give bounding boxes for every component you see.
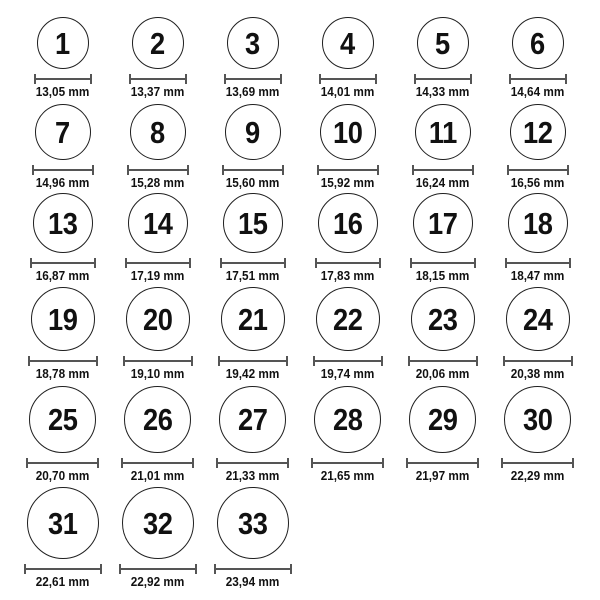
dimension-tick-right-icon	[375, 74, 377, 84]
ring-size-number: 13	[47, 205, 78, 241]
diameter-label: 13,37 mm	[130, 85, 185, 99]
ring-size-number: 16	[332, 205, 363, 241]
diameter-label: 20,06 mm	[415, 367, 470, 381]
dimension-line	[36, 78, 90, 80]
diameter-dimension-line	[505, 258, 571, 268]
ring-size-number: 2	[150, 25, 165, 61]
ring-size-cell	[395, 193, 490, 287]
dimension-line	[123, 462, 192, 464]
chart-row-6	[15, 487, 600, 600]
dimension-line	[32, 262, 94, 264]
ring-size-cell	[490, 17, 585, 104]
ring-circle	[322, 17, 374, 69]
diameter-dimension-line	[216, 458, 289, 468]
ring-size-cell	[205, 193, 300, 287]
diameter-dimension-line	[129, 74, 187, 84]
ring-circle	[225, 104, 281, 160]
dimension-tick-right-icon	[290, 564, 292, 574]
ring-circle	[219, 386, 286, 453]
ring-circle	[512, 17, 564, 69]
diameter-label: 18,78 mm	[35, 367, 90, 381]
diameter-label: 23,94 mm	[225, 575, 280, 589]
ring-circle	[417, 17, 469, 69]
ring-size-number: 30	[522, 402, 553, 437]
dimension-line	[412, 262, 474, 264]
diameter-label: 16,87 mm	[35, 269, 90, 283]
diameter-label: 14,96 mm	[35, 176, 90, 190]
dimension-tick-right-icon	[565, 74, 567, 84]
ring-circle	[33, 193, 93, 253]
dimension-line	[28, 462, 97, 464]
dimension-line	[216, 568, 290, 570]
ring-circle	[318, 193, 378, 253]
ring-circle	[37, 17, 89, 69]
diameter-label: 16,24 mm	[415, 176, 470, 190]
ring-circle	[320, 104, 376, 160]
ring-size-cell	[395, 287, 490, 386]
dimension-tick-right-icon	[195, 564, 197, 574]
ring-circle	[122, 487, 194, 559]
dimension-tick-right-icon	[187, 165, 189, 175]
ring-circle	[126, 287, 190, 351]
dimension-tick-right-icon	[377, 165, 379, 175]
ring-circle	[227, 17, 279, 69]
diameter-dimension-line	[501, 458, 574, 468]
ring-size-cell	[15, 287, 110, 386]
dimension-tick-right-icon	[474, 258, 476, 268]
dimension-line	[317, 262, 379, 264]
dimension-tick-right-icon	[100, 564, 102, 574]
dimension-tick-right-icon	[572, 458, 574, 468]
diameter-label: 14,33 mm	[415, 85, 470, 99]
dimension-tick-right-icon	[96, 356, 98, 366]
dimension-line	[129, 169, 187, 171]
ring-size-number: 27	[237, 402, 268, 437]
ring-size-cell	[300, 287, 395, 386]
ring-circle	[29, 386, 96, 453]
diameter-dimension-line	[28, 356, 98, 366]
ring-circle	[314, 386, 381, 453]
ring-circle	[27, 487, 99, 559]
diameter-dimension-line	[125, 258, 191, 268]
diameter-dimension-line	[218, 356, 288, 366]
ring-circle	[221, 287, 285, 351]
ring-size-cell	[300, 386, 395, 487]
dimension-line	[222, 262, 284, 264]
diameter-dimension-line	[410, 258, 476, 268]
ring-size-number: 17	[427, 205, 458, 241]
diameter-label: 22,61 mm	[35, 575, 90, 589]
ring-size-cell	[15, 487, 110, 600]
diameter-label: 14,64 mm	[510, 85, 565, 99]
dimension-tick-right-icon	[280, 74, 282, 84]
diameter-label: 20,38 mm	[510, 367, 565, 381]
ring-size-cell	[110, 287, 205, 386]
ring-circle	[413, 193, 473, 253]
ring-size-cell	[110, 17, 205, 104]
diameter-dimension-line	[406, 458, 479, 468]
ring-circle	[217, 487, 289, 559]
ring-circle	[510, 104, 566, 160]
ring-size-number: 26	[142, 402, 173, 437]
ring-size-cell	[15, 17, 110, 104]
ring-circle	[506, 287, 570, 351]
ring-size-number: 29	[427, 402, 458, 437]
ring-size-number: 20	[142, 301, 173, 337]
dimension-tick-right-icon	[94, 258, 96, 268]
ring-size-number: 5	[435, 25, 450, 61]
dimension-line	[220, 360, 286, 362]
diameter-dimension-line	[313, 356, 383, 366]
ring-size-cell	[490, 386, 585, 487]
diameter-label: 22,92 mm	[130, 575, 185, 589]
diameter-dimension-line	[127, 165, 189, 175]
chart-row-3	[15, 193, 600, 287]
ring-size-number: 15	[237, 205, 268, 241]
ring-size-cell	[110, 104, 205, 193]
dimension-tick-right-icon	[569, 258, 571, 268]
diameter-dimension-line	[32, 165, 94, 175]
ring-size-number: 9	[245, 114, 260, 150]
dimension-tick-right-icon	[90, 74, 92, 84]
diameter-dimension-line	[319, 74, 377, 84]
ring-size-cell	[15, 386, 110, 487]
dimension-line	[125, 360, 191, 362]
dimension-line	[408, 462, 477, 464]
diameter-label: 15,28 mm	[130, 176, 185, 190]
dimension-tick-right-icon	[92, 165, 94, 175]
ring-size-cell	[395, 104, 490, 193]
dimension-tick-right-icon	[286, 356, 288, 366]
ring-size-number: 23	[427, 301, 458, 337]
dimension-tick-right-icon	[284, 258, 286, 268]
diameter-label: 15,92 mm	[320, 176, 375, 190]
ring-size-number: 8	[150, 114, 165, 150]
diameter-dimension-line	[503, 356, 573, 366]
dimension-line	[30, 360, 96, 362]
diameter-label: 21,97 mm	[415, 469, 470, 483]
diameter-dimension-line	[507, 165, 569, 175]
ring-size-number: 3	[245, 25, 260, 61]
dimension-line	[131, 78, 185, 80]
diameter-label: 18,15 mm	[415, 269, 470, 283]
dimension-tick-right-icon	[191, 356, 193, 366]
dimension-line	[505, 360, 571, 362]
dimension-line	[511, 78, 565, 80]
dimension-tick-right-icon	[382, 458, 384, 468]
ring-size-number: 14	[142, 205, 173, 241]
diameter-label: 20,70 mm	[35, 469, 90, 483]
diameter-dimension-line	[311, 458, 384, 468]
dimension-tick-right-icon	[379, 258, 381, 268]
dimension-tick-right-icon	[470, 74, 472, 84]
dimension-tick-right-icon	[189, 258, 191, 268]
ring-size-cell	[15, 193, 110, 287]
diameter-dimension-line	[224, 74, 282, 84]
ring-size-cell	[300, 17, 395, 104]
dimension-line	[218, 462, 287, 464]
ring-circle	[316, 287, 380, 351]
dimension-line	[416, 78, 470, 80]
ring-size-cell	[395, 386, 490, 487]
dimension-tick-right-icon	[477, 458, 479, 468]
dimension-line	[414, 169, 472, 171]
ring-size-number: 11	[428, 114, 457, 150]
dimension-line	[313, 462, 382, 464]
dimension-line	[127, 262, 189, 264]
ring-size-number: 32	[142, 505, 173, 541]
ring-circle	[132, 17, 184, 69]
ring-size-cell	[110, 386, 205, 487]
ring-size-cell	[300, 104, 395, 193]
ring-size-cell	[15, 104, 110, 193]
dimension-tick-right-icon	[192, 458, 194, 468]
ring-circle	[130, 104, 186, 160]
diameter-dimension-line	[317, 165, 379, 175]
dimension-tick-right-icon	[97, 458, 99, 468]
dimension-line	[503, 462, 572, 464]
ring-circle	[409, 386, 476, 453]
dimension-line	[507, 262, 569, 264]
chart-row-1	[15, 17, 600, 104]
ring-size-cell	[490, 193, 585, 287]
ring-size-cell	[490, 104, 585, 193]
dimension-tick-right-icon	[571, 356, 573, 366]
ring-size-number: 6	[530, 25, 545, 61]
dimension-tick-right-icon	[567, 165, 569, 175]
diameter-dimension-line	[119, 564, 197, 574]
dimension-tick-right-icon	[476, 356, 478, 366]
dimension-line	[34, 169, 92, 171]
ring-size-number: 4	[340, 25, 355, 61]
ring-size-number: 12	[522, 114, 553, 150]
ring-circle	[35, 104, 91, 160]
diameter-dimension-line	[121, 458, 194, 468]
ring-circle	[128, 193, 188, 253]
ring-size-number: 25	[47, 402, 78, 437]
diameter-label: 13,05 mm	[35, 85, 90, 99]
diameter-dimension-line	[123, 356, 193, 366]
ring-size-number: 28	[332, 402, 363, 437]
ring-circle	[415, 104, 471, 160]
ring-size-number: 7	[55, 114, 70, 150]
dimension-line	[26, 568, 100, 570]
diameter-dimension-line	[34, 74, 92, 84]
dimension-line	[121, 568, 195, 570]
diameter-dimension-line	[408, 356, 478, 366]
diameter-dimension-line	[24, 564, 102, 574]
ring-circle	[508, 193, 568, 253]
diameter-dimension-line	[315, 258, 381, 268]
ring-size-cell	[395, 17, 490, 104]
chart-row-2	[15, 104, 600, 193]
ring-size-cell	[205, 17, 300, 104]
diameter-label: 21,01 mm	[130, 469, 185, 483]
ring-size-cell	[205, 104, 300, 193]
ring-size-number: 24	[522, 301, 553, 337]
dimension-tick-right-icon	[381, 356, 383, 366]
dimension-tick-right-icon	[287, 458, 289, 468]
dimension-line	[410, 360, 476, 362]
ring-size-cell	[110, 487, 205, 600]
ring-size-number: 31	[47, 505, 78, 541]
dimension-line	[509, 169, 567, 171]
diameter-label: 15,60 mm	[225, 176, 280, 190]
ring-size-number: 10	[332, 114, 363, 150]
diameter-dimension-line	[30, 258, 96, 268]
diameter-label: 17,51 mm	[225, 269, 280, 283]
ring-size-number: 18	[522, 205, 553, 241]
diameter-dimension-line	[414, 74, 472, 84]
dimension-line	[315, 360, 381, 362]
dimension-line	[321, 78, 375, 80]
diameter-dimension-line	[26, 458, 99, 468]
ring-size-cell	[110, 193, 205, 287]
ring-size-number: 22	[332, 301, 363, 337]
diameter-dimension-line	[412, 165, 474, 175]
ring-circle	[223, 193, 283, 253]
dimension-line	[226, 78, 280, 80]
dimension-tick-right-icon	[472, 165, 474, 175]
dimension-tick-right-icon	[282, 165, 284, 175]
diameter-label: 21,33 mm	[225, 469, 280, 483]
diameter-label: 22,29 mm	[510, 469, 565, 483]
diameter-label: 19,10 mm	[130, 367, 185, 381]
diameter-label: 19,42 mm	[225, 367, 280, 381]
ring-size-number: 1	[55, 25, 70, 61]
diameter-dimension-line	[509, 74, 567, 84]
diameter-label: 21,65 mm	[320, 469, 375, 483]
ring-circle	[31, 287, 95, 351]
diameter-dimension-line	[214, 564, 292, 574]
ring-circle	[411, 287, 475, 351]
chart-row-4	[15, 287, 600, 386]
ring-size-cell	[205, 386, 300, 487]
ring-size-cell	[205, 487, 300, 600]
ring-size-cell	[300, 193, 395, 287]
ring-circle	[504, 386, 571, 453]
chart-row-5	[15, 386, 600, 487]
dimension-tick-right-icon	[185, 74, 187, 84]
ring-size-cell	[490, 287, 585, 386]
dimension-line	[319, 169, 377, 171]
diameter-label: 19,74 mm	[320, 367, 375, 381]
ring-size-number: 33	[237, 505, 268, 541]
diameter-label: 13,69 mm	[225, 85, 280, 99]
diameter-dimension-line	[222, 165, 284, 175]
diameter-dimension-line	[220, 258, 286, 268]
ring-size-number: 21	[237, 301, 268, 337]
diameter-label: 17,83 mm	[320, 269, 375, 283]
ring-size-number: 19	[47, 301, 78, 337]
dimension-line	[224, 169, 282, 171]
ring-circle	[124, 386, 191, 453]
ring-size-cell	[205, 287, 300, 386]
diameter-label: 18,47 mm	[510, 269, 565, 283]
diameter-label: 17,19 mm	[130, 269, 185, 283]
diameter-label: 16,56 mm	[510, 176, 565, 190]
diameter-label: 14,01 mm	[320, 85, 375, 99]
